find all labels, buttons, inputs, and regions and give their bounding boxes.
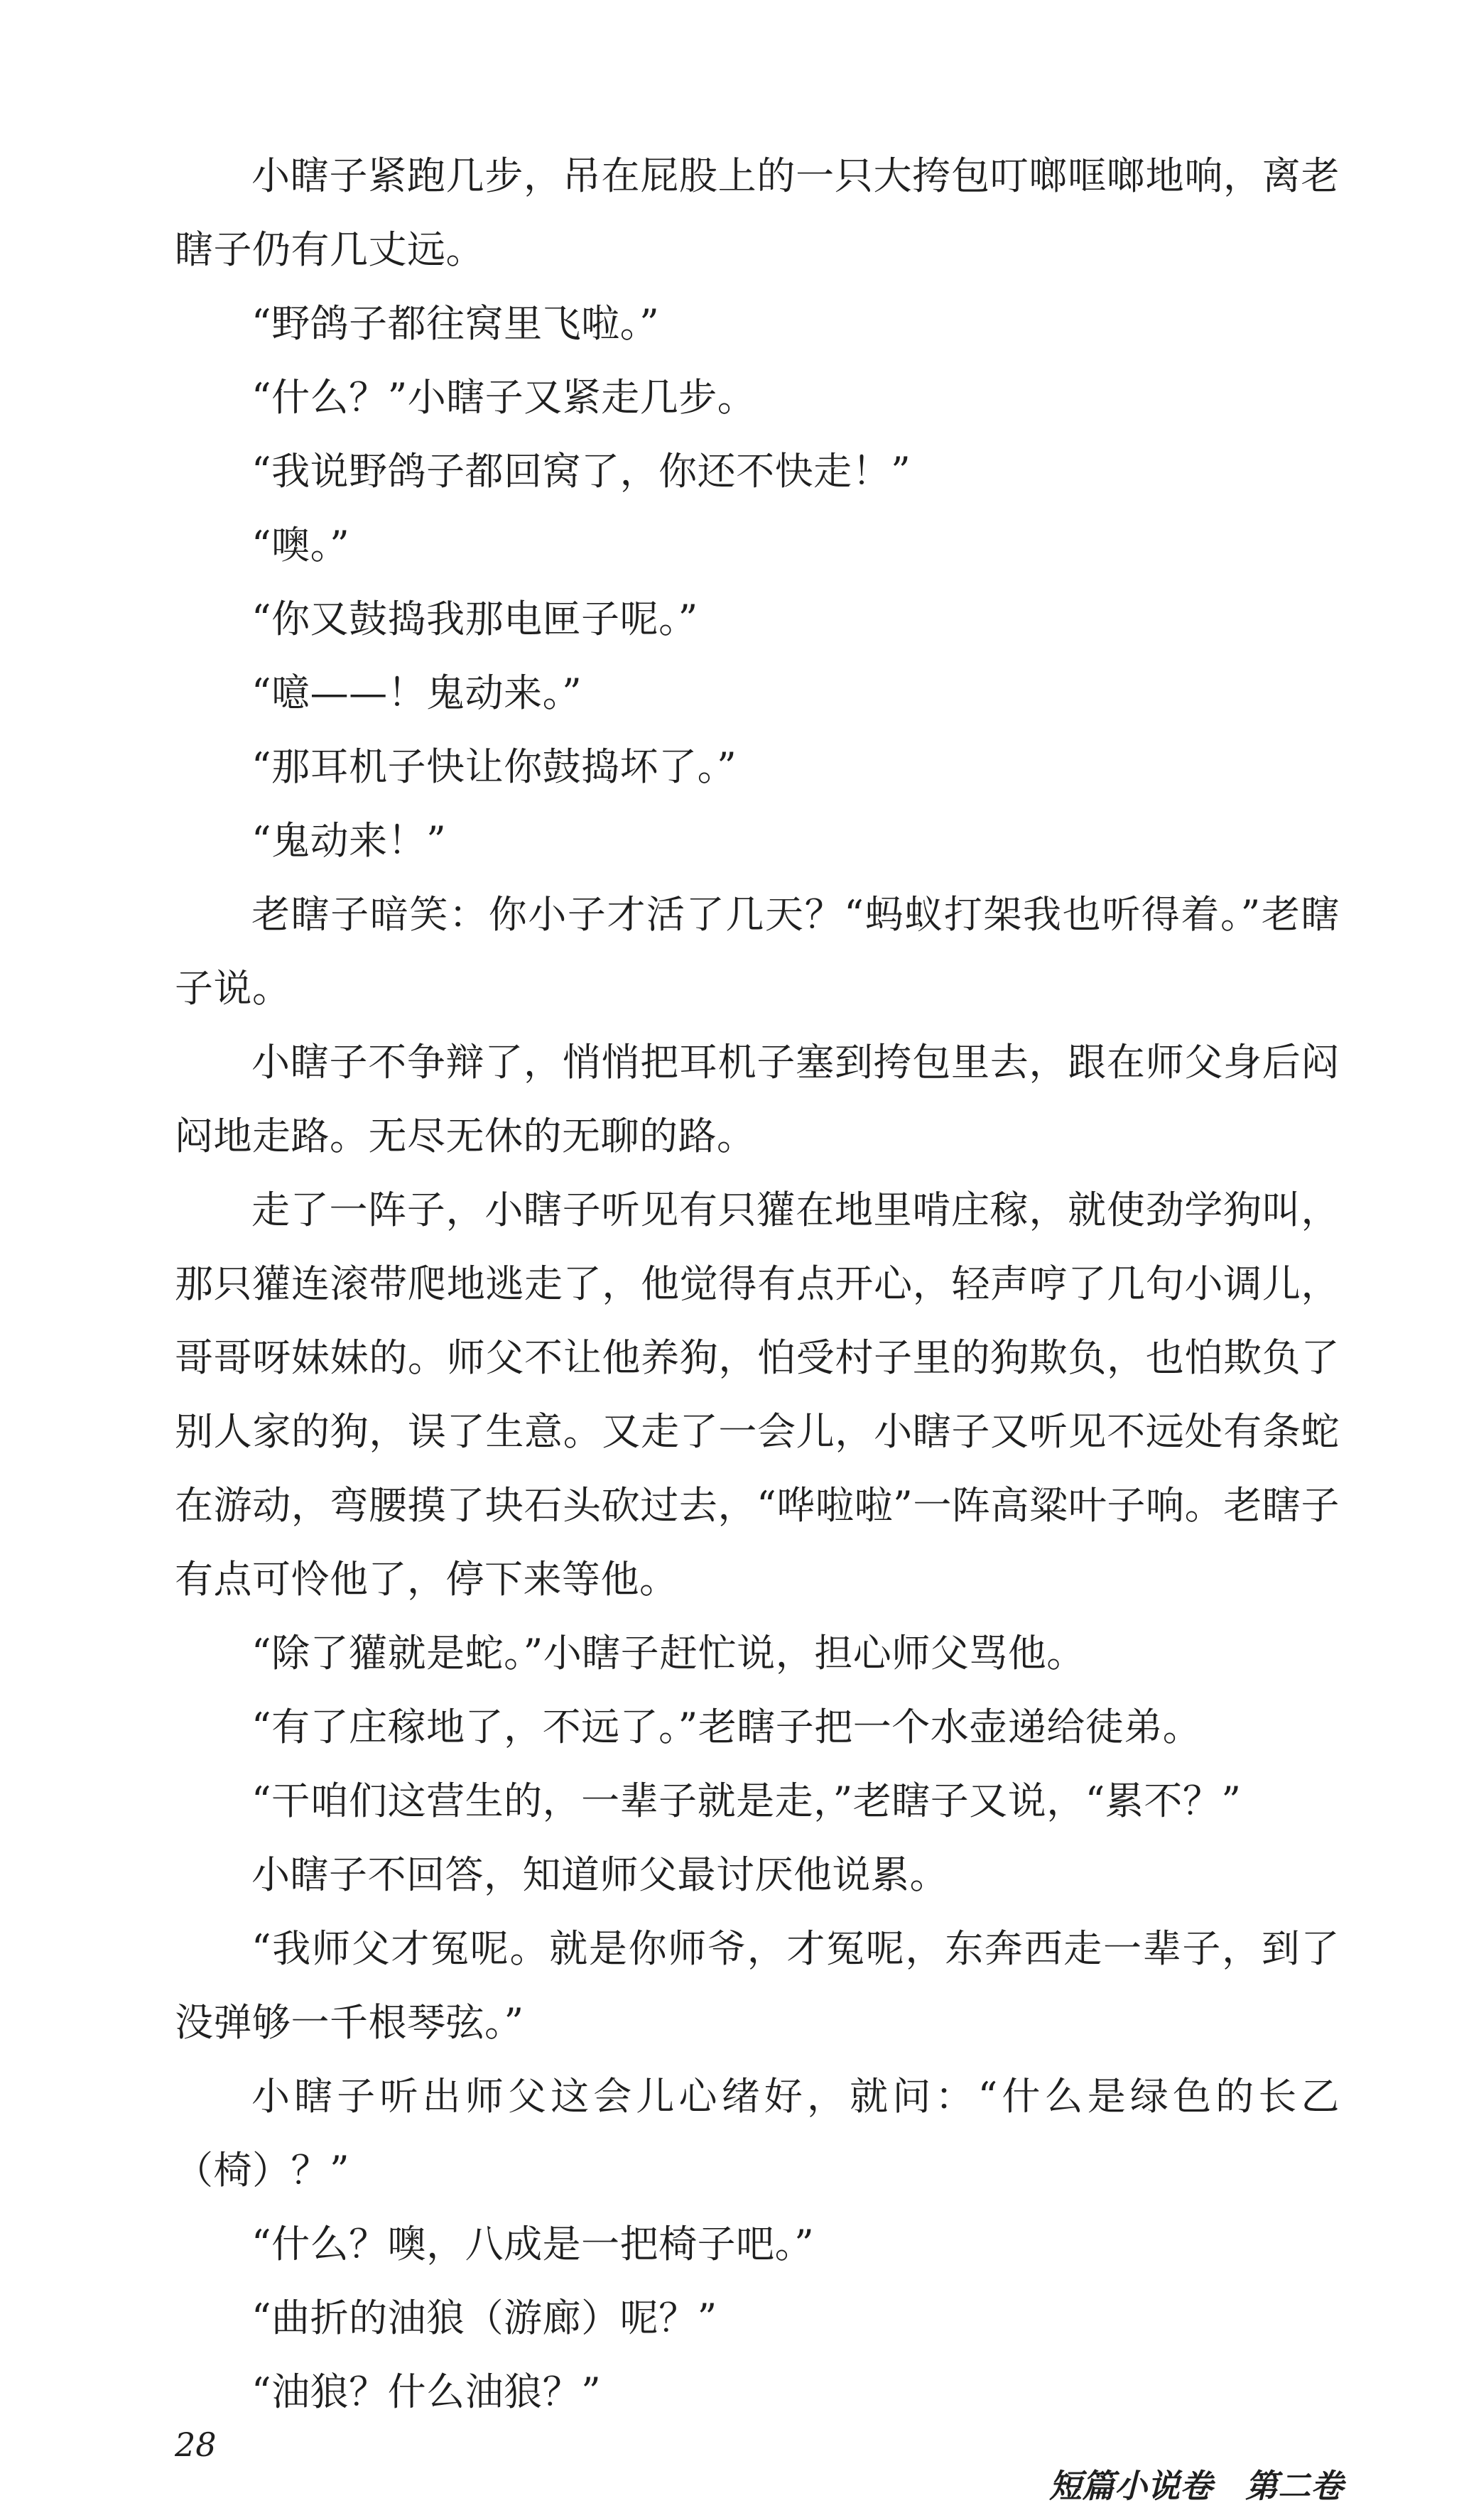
paragraph: “什么？”小瞎子又紧走几步。 (251, 375, 757, 420)
paragraph: “除了獾就是蛇。”小瞎子赶忙说，担心师父骂他。 (251, 1631, 1085, 1676)
paragraph: “有了庄稼地了，不远了。”老瞎子把一个水壶递给徒弟。 (251, 1705, 1202, 1749)
paragraph: 小瞎子听出师父这会儿心绪好，就问：“什么是绿色的长乙（椅）？” (175, 2074, 1340, 2193)
paragraph: 老瞎子暗笑：你小子才活了几天？“蚂蚁打架我也听得着。”老瞎子说。 (175, 892, 1340, 1011)
paragraph: “野鸽子都往窝里飞啦。” (251, 301, 660, 346)
paragraph: “油狼？什么油狼？” (251, 2369, 602, 2414)
paragraph: “我师父才冤呢。就是你师爷，才冤呢，东奔西走一辈子，到了没弹够一千根琴弦。” (175, 1926, 1340, 2045)
page-number: 28 (175, 2426, 217, 2464)
running-footer-title: 短篇小说卷 第二卷 (1049, 2467, 1343, 2505)
body-text (175, 139, 1340, 2429)
paragraph: “你又鼓捣我那电匣子呢。” (251, 597, 698, 641)
paragraph: “噫——！鬼动来。” (251, 670, 582, 715)
paragraph: 走了一阵子，小瞎子听见有只獾在地里啃庄稼，就使劲学狗叫，那只獾连滚带爬地逃走了，他觉得有点开心，轻声哼了几句小调儿，哥哥呀妹妹的。师父不让他养狗，怕受村子里的狗欺负，也怕欺负了别人家的狗，误了生意。又走了一会儿，小瞎子又听见不远处有条蛇在游动，弯腰摸了块石头砍过去，“哗啦啦”一阵高粱叶子响。老瞎子有点可怜他了，停下来等他。 (175, 1188, 1340, 1602)
paragraph: 小瞎子不争辩了，悄悄把耳机子塞到挎包里去，跟在师父身后闷闷地走路。无尽无休的无聊的路。 (175, 1040, 1340, 1158)
paragraph: “干咱们这营生的，一辈子就是走，”老瞎子又说，“累不？” (251, 1778, 1242, 1823)
paragraph: “什么？噢，八成是一把椅子吧。” (251, 2222, 815, 2266)
paragraph: “鬼动来！” (251, 818, 447, 863)
paragraph: “曲折的油狼（游廊）呢？” (251, 2296, 717, 2340)
paragraph: 小瞎子不回答，知道师父最讨厌他说累。 (251, 1852, 948, 1897)
paragraph: “噢。” (251, 523, 350, 567)
paragraph: 小瞎子紧跑几步，吊在屁股上的一只大挎包叮啷哐啷地响，离老瞎子仍有几丈远。 (175, 153, 1340, 272)
paragraph: “我说野鸽子都回窝了，你还不快走！” (251, 449, 911, 494)
paragraph: “那耳机子快让你鼓捣坏了。” (251, 744, 737, 789)
